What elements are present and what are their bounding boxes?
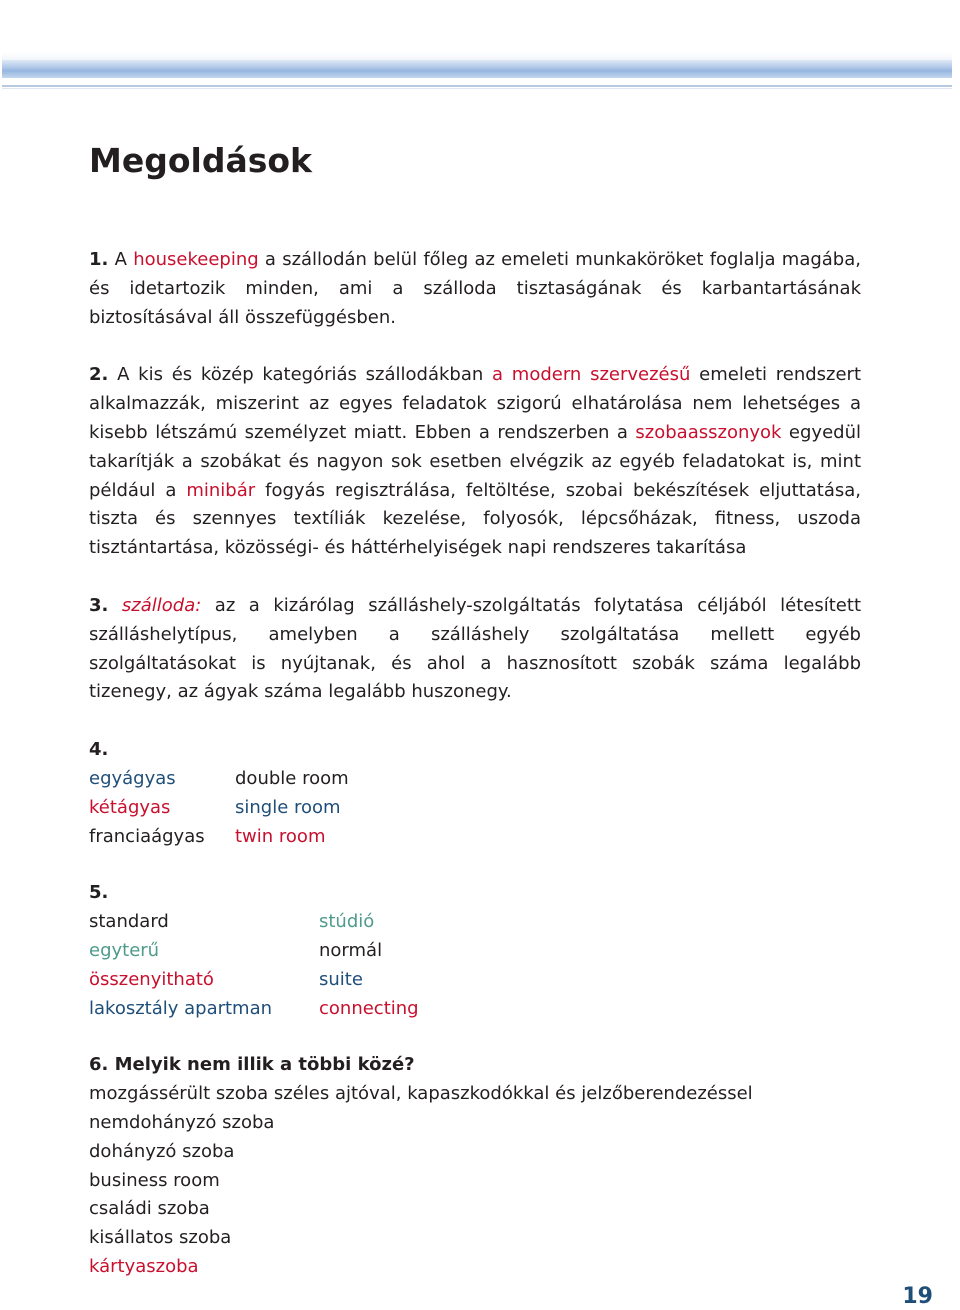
answer-text: a szállodán belül főleg az emeleti munkaköröket foglalja magába, és idetartozik minden, ami a szálloda tisztaságának és karbantartásának biztosításával áll összefüggésben. [89, 249, 861, 328]
table-cell: lakosztály apartman [89, 997, 273, 1019]
highlight-term: a modern szervezésű [492, 364, 691, 386]
answer-3 [89, 592, 861, 707]
highlight-term: housekeeping [133, 249, 259, 270]
highlight-term: minibár [186, 479, 256, 501]
table-cell: összenyitható [89, 968, 214, 990]
answer-text: A [108, 249, 134, 270]
page-title: Megoldások [89, 141, 312, 180]
table-cell: franciaágyas [89, 825, 205, 847]
table-cell: egyterű [89, 939, 160, 961]
list-item: mozgássérült szoba széles ajtóval, kapaszkodókkal és jelzőberendezéssel [89, 1083, 753, 1105]
answer-number: 4. [89, 739, 109, 761]
list-item: kártyaszoba [89, 1255, 199, 1277]
answer-number: 2. [89, 364, 109, 386]
answer-6 [89, 1051, 861, 1281]
header-band-stripe [2, 60, 952, 78]
list-item: dohányzó szoba [89, 1140, 235, 1162]
room-category-table [89, 908, 861, 1023]
answer-text: fogyás regisztrálása, feltöltése, szobai bekészítések eljuttatása, tiszta és szennyes textíliák kezelése, folyosók, lépcsőházak, fitness, uszoda tisztántartása, közösségi- és háttérhelyiségek napi rendszeres takarítása [89, 479, 861, 559]
table-cell: connecting [319, 997, 419, 1019]
table-cell: normál [319, 939, 383, 961]
list-item: nemdohányzó szoba [89, 1111, 275, 1133]
answer-text: emeleti rendszert alkalmazzák, miszerint az egyes feladatok szigorú elhatárolása nem lehetséges a kisebb létszámú személyzet miatt. Ebben a rendszerben a [89, 364, 862, 443]
room-type-table [89, 765, 861, 851]
table-cell: double room [235, 767, 349, 789]
answer-text: egyedül takarítják a szobákat és nagyon sok esetben elvégzik az egyéb feladatokat is, mint például a [89, 421, 861, 501]
question-title: 6. Melyik nem illik a többi közé? [89, 1054, 415, 1076]
answer-text: A kis és közép kategóriás szállodákban [108, 364, 493, 386]
list-item: kisállatos szoba [89, 1227, 232, 1249]
table-cell: stúdió [319, 911, 375, 933]
answer-number: 1. [89, 249, 109, 270]
table-cell: egyágyas [89, 767, 176, 789]
highlight-term: szálloda: [121, 594, 202, 616]
header-band [0, 52, 960, 94]
answer-1 [89, 246, 861, 332]
answer-text: az a kizárólag szálláshely-szolgáltatás folytatása céljából létesített szálláshelytípus, amelyben a szálláshely szolgáltatása mellett egyéb szolgáltatásokat is nyújtanak, és ahol a hasznosított szobák száma legalább tizenegy, az ágyak száma legalább huszonegy. [89, 594, 861, 703]
answer-number: 3. [89, 594, 109, 616]
answer-4 [89, 736, 861, 851]
table-cell: twin room [235, 825, 326, 847]
list-item: családi szoba [89, 1198, 210, 1220]
highlight-term: szobaasszonyok [635, 421, 782, 443]
page-content [89, 138, 861, 1310]
table-cell: kétágyas [89, 796, 171, 818]
answer-2 [89, 361, 861, 563]
table-cell: standard [89, 911, 169, 933]
header-band-rule [2, 85, 952, 87]
room-list [89, 1080, 861, 1282]
header-band-rule-thin [2, 88, 952, 89]
list-item: business room [89, 1169, 220, 1191]
answer-number: 5. [89, 882, 109, 904]
table-cell: single room [235, 796, 341, 818]
table-cell: suite [319, 968, 363, 990]
answer-5 [89, 879, 861, 1023]
page-number: 19 [902, 1284, 933, 1309]
